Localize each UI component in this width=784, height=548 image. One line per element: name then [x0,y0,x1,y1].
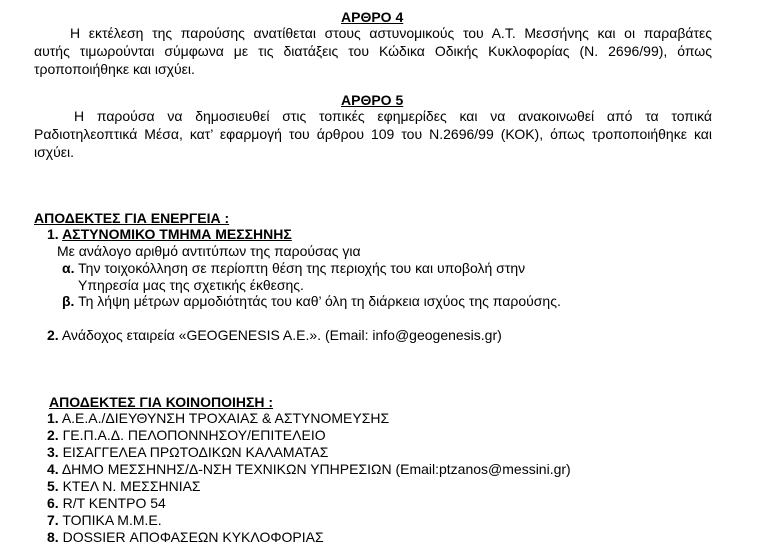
list-item [47,478,201,495]
list-item-number: 1. [47,410,59,426]
list-item-number: 7. [47,512,59,528]
article-5-line: Ραδιοτηλεοπτικά Μέσα, κατ’ εφαρμογή του άρθρου 109 του Ν.2696/99 (ΚΟΚ), όπως τροποποιήθηκε και [34,126,712,142]
action-recipients-heading: ΑΠΟΔΕΚΤΕΣ ΓΙΑ ΕΝΕΡΓΕΙΑ : [34,210,230,226]
article-4-line: αυτής τιμωρούνται σύμφωνα με τις διατάξεις του Κώδικα Οδικής Κυκλοφορίας (Ν. 2696/99), όπως [34,43,712,59]
article-4-body [34,24,712,78]
action-item-1-point-a [62,260,525,277]
list-item [47,427,326,444]
point-a-marker: α. [62,260,75,276]
point-b-marker: β. [62,293,75,309]
action-item-1-point-b [62,293,561,310]
notify-recipients-heading: ΑΠΟΔΕΚΤΕΣ ΓΙΑ ΚΟΙΝΟΠΟΙΗΣΗ : [49,394,274,410]
list-item-number: 8. [47,529,59,545]
action-item-1-point-a-cont: Υπηρεσία μας της σχετικής έκθεσης. [78,277,304,293]
list-item-number: 3. [47,444,59,460]
list-item-text: ΚΤΕΛ Ν. ΜΕΣΣΗΝΙΑΣ [62,478,201,494]
list-item-number: 5. [47,478,59,494]
list-item [47,444,328,461]
list-item-number: 4. [47,461,59,477]
action-item-2-number: 2. [47,327,59,343]
action-item-1-number: 1. [47,226,59,242]
article-4-title: ΑΡΘΡΟ 4 [341,9,404,25]
action-item-2 [47,327,502,344]
point-a-text: Την τοιχοκόλληση σε περίοπτη θέση της περιοχής του και υποβολή στην [78,260,526,276]
list-item-text: DOSSIER ΑΠΟΦΑΣΕΩΝ ΚΥΚΛΟΦΟΡΙΑΣ [62,529,324,545]
article-4-line: Η εκτέλεση της παρούσης ανατίθεται στους αστυνομικούς του Α.Τ. Μεσσήνης και οι παραβάτες [70,25,712,41]
article-5-body [34,107,712,161]
list-item [47,512,162,529]
list-item [47,410,389,427]
article-5-line: Η παρούσα να δημοσιευθεί στις τοπικές εφημερίδες και να ανακοινωθεί από τα τοπικά [74,108,712,124]
list-item [47,495,166,512]
list-item-text: R/T ΚΕΝΤΡΟ 54 [62,495,166,511]
action-item-1-title: ΑΣΤΥΝΟΜΙΚΟ ΤΜΗΜΑ ΜΕΣΣΗΝΗΣ [62,226,292,242]
article-5-title: ΑΡΘΡΟ 5 [341,92,404,108]
action-item-1 [47,226,292,243]
list-item-number: 6. [47,495,59,511]
action-item-1-intro: Με ανάλογο αριθμό αντιτύπων της παρούσας για [57,243,361,259]
list-item-text: ΓΕ.Π.Α.Δ. ΠΕΛΟΠΟΝΝΗΣΟΥ/ΕΠΙΤΕΛΕΙΟ [62,427,326,443]
list-item-number: 2. [47,427,59,443]
point-b-text: Τη λήψη μέτρων αρμοδιότητάς του καθ’ όλη τη διάρκεια ισχύος της παρούσης. [78,293,561,309]
article-5-line: ισχύει. [34,144,74,160]
article-4-line: τροποποιήθηκε και ισχύει. [34,61,195,77]
list-item [47,461,571,478]
list-item [47,529,324,546]
list-item-text: ΤΟΠΙΚΑ Μ.Μ.Ε. [62,512,162,528]
list-item-text: Α.Ε.Α./ΔΙΕΥΘΥΝΣΗ ΤΡΟΧΑΙΑΣ & ΑΣΤΥΝΟΜΕΥΣΗΣ [61,410,390,426]
list-item-text: ΔΗΜΟ ΜΕΣΣΗΝΗΣ/Δ-ΝΣΗ ΤΕΧΝΙΚΩΝ ΥΠΗΡΕΣΙΩΝ (Email:ptzanos@messini.gr) [61,461,571,477]
action-item-2-text: Ανάδοχος εταιρεία «GEOGENESIS A.E.». (Email: info@geogenesis.gr) [61,327,502,343]
list-item-text: ΕΙΣΑΓΓΕΛΕΑ ΠΡΩΤΟΔΙΚΩΝ ΚΑΛΑΜΑΤΑΣ [62,444,329,460]
